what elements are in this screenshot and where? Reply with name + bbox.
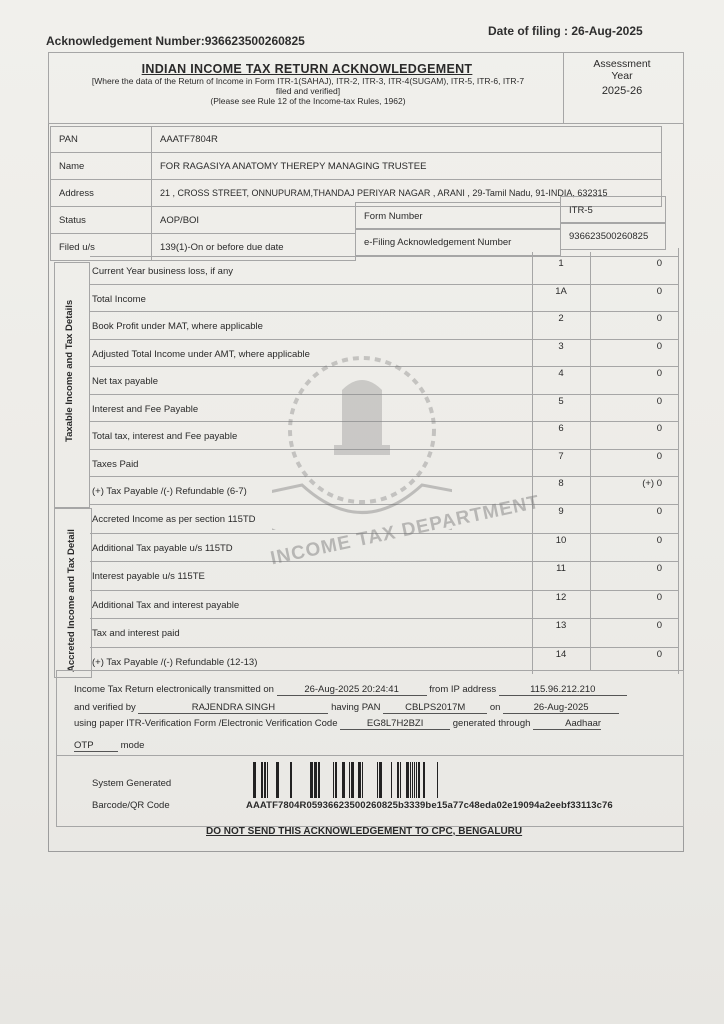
form-number-value: ITR-5 [560, 196, 666, 224]
barcode-bar [290, 762, 292, 798]
date-of-filing [488, 24, 643, 38]
barcode-label-2: Barcode/QR Code [92, 800, 170, 811]
table-row-divider [90, 561, 678, 562]
table-row-label: Book Profit under MAT, where applicable [92, 321, 263, 332]
table-row-value: 0 [656, 506, 662, 517]
ay-label-1: Assessment [593, 58, 651, 70]
evc-code: EG8L7H2BZI [340, 718, 450, 730]
barcode-bar [261, 762, 263, 798]
status-value: AOP/BOI [151, 206, 356, 234]
header-sub-line-3: (Please see Rule 12 of the Income-tax Rules, 1962) [210, 96, 406, 106]
table-row-label: Interest payable u/s 115TE [92, 571, 205, 582]
barcode-bar [423, 762, 425, 798]
barcode-bar [379, 762, 382, 798]
table-row-number: 6 [558, 423, 564, 434]
name-value: FOR RAGASIYA ANATOMY THEREPY MANAGING TRUSTEE [151, 152, 662, 180]
status-label: Status [50, 206, 152, 234]
emblem-seal-icon [272, 350, 452, 530]
ip-text: from IP address [429, 684, 497, 695]
header-sub-line-2: filed and verified] [275, 86, 341, 96]
name-label: Name [50, 152, 152, 180]
table-row-label: Total Income [92, 293, 146, 305]
table-row-number: 1 [558, 258, 564, 269]
table-row-number: 12 [555, 591, 567, 603]
transmitted-datetime: 26-Aug-2025 20:24:41 [277, 684, 427, 696]
table-row-value: 0 [656, 620, 662, 631]
ip-address: 115.96.212.210 [499, 684, 627, 696]
table-row-value: (+) 0 [642, 478, 662, 489]
ay-label-2: Year [611, 70, 633, 82]
verified-by-text: and verified by [74, 702, 136, 713]
barcode-image [250, 762, 442, 798]
verification-mode-otp: OTP [74, 740, 118, 752]
header-sub-line-1: [Where the data of the Return of Income in Form ITR-1(SAHAJ), ITR-2, ITR-3, ITR-4(SUGAM), ITR-5, ITR-6, ITR-7 [91, 76, 525, 86]
table-row-number: 5 [558, 395, 564, 407]
table-row-divider [90, 311, 678, 312]
barcode-bar [414, 762, 415, 798]
table-row-label: (+) Tax Payable /(-) Refundable (6-7) [92, 486, 247, 497]
table-row-label: Tax and interest paid [92, 628, 180, 639]
verification-mode: Aadhaar [533, 718, 601, 730]
table-right-border [678, 248, 679, 674]
table-row-number: 10 [555, 534, 567, 546]
table-row-number: 4 [558, 368, 564, 379]
table-row-number: 2 [558, 313, 564, 324]
table-row-value: 0 [656, 368, 662, 379]
table-row-label: Total tax, interest and Fee payable [92, 431, 238, 442]
barcode-label-1: System Generated [92, 778, 172, 789]
transmitted-text: Income Tax Return electronically transmitted on [74, 684, 274, 695]
table-row-label: Additional Tax payable u/s 115TD [92, 542, 233, 554]
form-number-label: Form Number [355, 202, 561, 230]
table-row-divider [90, 284, 678, 285]
address-label: Address [50, 179, 152, 207]
table-row-divider [90, 647, 678, 648]
verification-date: 26-Aug-2025 [503, 702, 619, 714]
table-row-value: 0 [656, 313, 662, 324]
date-value: 26-Aug-2025 [571, 24, 643, 38]
table-row-label: Additional Tax and interest payable [92, 599, 240, 611]
table-row-value: 0 [656, 450, 662, 462]
barcode-bar [412, 762, 413, 798]
verifier-name: RAJENDRA SINGH [138, 702, 328, 714]
table-row-value: 0 [656, 258, 662, 269]
table-row-value: 0 [656, 591, 662, 603]
barcode-bar [358, 762, 361, 798]
barcode-bar [416, 762, 417, 798]
ack-number: 936623500260825 [204, 34, 305, 48]
generated-through-text: generated through [452, 718, 531, 729]
table-row-divider [90, 590, 678, 591]
pan-value: AAATF7804R [151, 126, 662, 153]
seal-department-text: INCOME TAX DEPARTMENT [268, 491, 542, 570]
verification-line-4 [74, 740, 144, 752]
barcode-bar [276, 762, 279, 798]
table-row-value: 0 [656, 534, 662, 546]
barcode-bar [264, 762, 266, 798]
barcode-bar [437, 762, 438, 798]
table-row-value: 0 [656, 648, 662, 660]
table-row-label: Adjusted Total Income under AMT, where applicable [92, 348, 310, 360]
header-subtitle [56, 76, 560, 106]
pan-label: PAN [50, 126, 152, 153]
table-row-number: 14 [555, 648, 567, 660]
having-pan-text: having PAN [331, 702, 381, 713]
efiling-label: e-Filing Acknowledgement Number [355, 228, 561, 256]
barcode-bar [335, 762, 337, 798]
filed-us-value: 139(1)-On or before due date [151, 233, 356, 261]
table-row-number: 9 [558, 506, 564, 517]
barcode-bar [314, 762, 317, 798]
barcode-bar [391, 762, 392, 798]
evc-text: using paper ITR-Verification Form /Electronic Verification Code [74, 718, 338, 729]
ay-value: 2025-26 [601, 85, 643, 97]
mode-text: mode [120, 740, 145, 751]
efiling-value: 936623500260825 [560, 222, 666, 250]
address-value: 21 , CROSS STREET, ONNUPURAM,THANDAJ PERIYAR NAGAR , ARANI , 29-Tamil Nadu, 91-INDIA, 632315 [151, 179, 662, 207]
barcode-bar [318, 762, 320, 798]
table-row-label: Interest and Fee Payable [92, 403, 199, 415]
table-row-number: 8 [558, 478, 564, 489]
table-row-value: 0 [656, 285, 662, 297]
verification-line-2 [74, 702, 619, 714]
table-row-label: Net tax payable [92, 376, 159, 387]
table-row-value: 0 [656, 340, 662, 352]
barcode-bar [362, 762, 363, 798]
barcode-bar [397, 762, 399, 798]
barcode-bar [377, 762, 378, 798]
barcode-bar [349, 762, 350, 798]
barcode-code: AAATF7804R05936623500260825b3339be15a77c48eda02e19094a2eebf33113c76 [246, 800, 613, 811]
barcode-bar [410, 762, 411, 798]
table-row-number: 13 [555, 620, 567, 631]
verifier-pan: CBLPS2017M [383, 702, 487, 714]
table-row-number: 1A [555, 285, 567, 297]
barcode-bar [342, 762, 345, 798]
table-row-divider [90, 618, 678, 619]
acknowledgement-number-header [46, 34, 305, 48]
barcode-bar [418, 762, 420, 798]
assessment-year [566, 58, 678, 97]
barcode-bar [253, 762, 256, 798]
table-row-value: 0 [656, 423, 662, 434]
table-row-label: Accreted Income as per section 115TD [92, 514, 256, 525]
barcode-bar [267, 762, 268, 798]
barcode-bar [406, 762, 409, 798]
filed-us-label: Filed u/s [50, 233, 152, 261]
page-title: INDIAN INCOME TAX RETURN ACKNOWLEDGEMENT [141, 62, 473, 76]
table-row-label: (+) Tax Payable /(-) Refundable (12-13) [92, 656, 258, 668]
ack-label: Acknowledgement Number: [46, 34, 205, 48]
barcode-bar [310, 762, 313, 798]
verification-line-1 [74, 684, 627, 696]
table-row-number: 11 [556, 563, 566, 574]
table-row-value: 0 [656, 563, 662, 574]
table-row-number: 3 [558, 340, 564, 352]
table-row-value: 0 [656, 395, 662, 407]
footer-notice: DO NOT SEND THIS ACKNOWLEDGEMENT TO CPC, BENGALURU [206, 826, 523, 837]
table-row-label: Taxes Paid [92, 458, 139, 470]
verification-line-3 [74, 718, 601, 730]
barcode-bar [333, 762, 334, 798]
table-row-label: Current Year business loss, if any [92, 266, 233, 277]
section2-label: Accreted Income and Tax Detail [66, 529, 77, 672]
section1-label: Taxable Income and Tax Details [64, 299, 75, 442]
barcode-bar [351, 762, 354, 798]
on-text: on [489, 702, 501, 713]
date-label: Date of filing : [488, 24, 568, 38]
table-row-number: 7 [558, 450, 564, 462]
table-row-divider [90, 339, 678, 340]
barcode-bar [400, 762, 401, 798]
table-row-divider [90, 256, 678, 257]
